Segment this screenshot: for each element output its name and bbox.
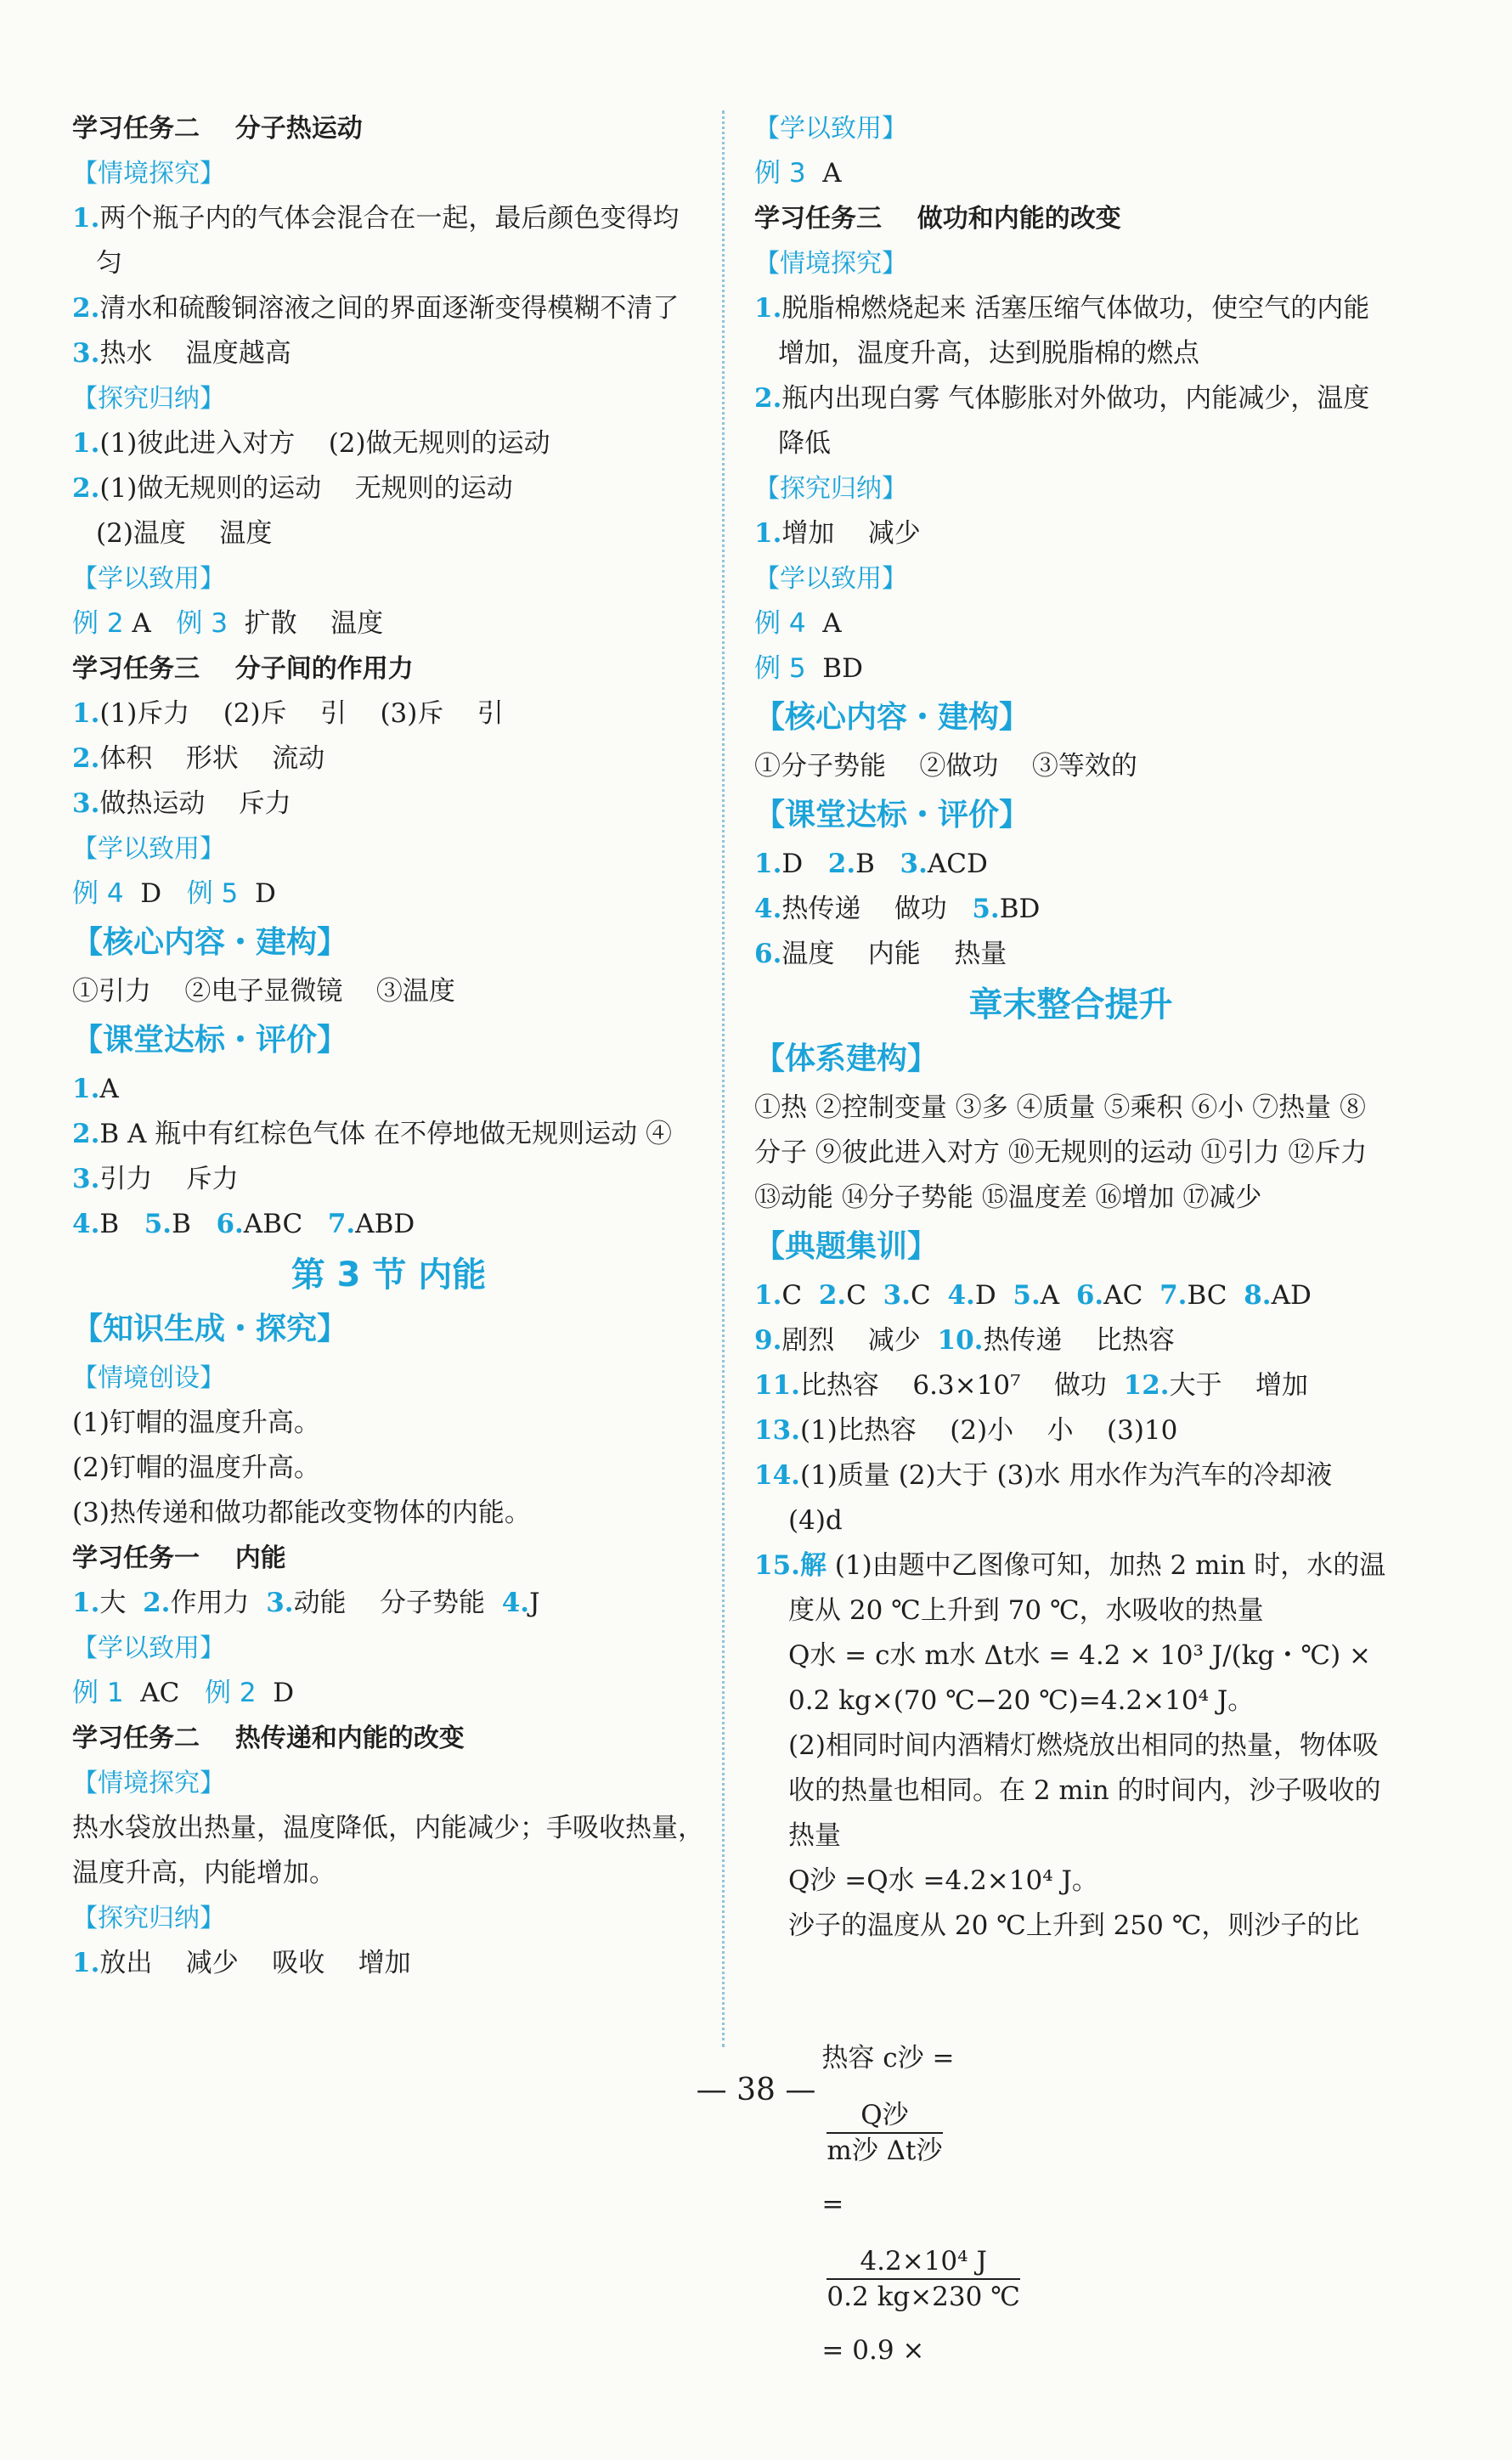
section-tag: 【探究归纳】 [72,1904,225,1933]
solution-formula: 热容 c沙 = $\frac{\text{Q沙}}{\text{m沙 Δt沙}}$ = $\frac{\text{4.2×10⁴ J}}{0.2 kg\times 230 ℃}$ = 0.9 × [821,2043,1020,2366]
answer-item: 3.做热运动 斥力 [72,788,291,819]
section-tag-large: 【核心内容・建构】 [754,700,1030,735]
chapter-title: 章末整合提升 [968,985,1173,1024]
solution-step: (2)相同时间内酒精灯燃烧放出相同的热量，物体吸收的热量也相同。在 2 min 的时间内，沙子吸收的热量 [788,1730,1381,1851]
answer-item: 4.热传递 做功 5.BD [754,894,1041,924]
section-tag-large: 【课堂达标・评价】 [72,1023,348,1058]
solution-intro: 15.解 (1)由题中乙图像可知，加热 2 min 时，水的温度从 20 ℃上升到 70 ℃，水吸收的热量 [754,1550,1386,1626]
answer-item: 1.C 2.C 3.C 4.D 5.A 6.AC 7.BC 8.AD [754,1280,1312,1311]
column-divider [722,110,725,2047]
task-heading: 学习任务二 分子热运动 [72,114,363,144]
answer-item: 热水袋放出热量，温度降低，内能减少；手吸收热量，温度升高，内能增加。 [72,1813,704,1888]
answer-item: (2)温度 温度 [96,518,273,549]
section-tag-large: 【知识生成・探究】 [72,1312,348,1346]
answer-item: 1.(1)斥力 (2)斥 引 (3)斥 引 [72,698,504,729]
section-tag: 【探究归纳】 [754,474,907,504]
section-tag: 【情境探究】 [72,159,225,189]
answer-item: (3)热传递和做功都能改变物体的内能。 [72,1498,531,1528]
answer-item: ①热 ②控制变量 ③多 ④质量 ⑤乘积 ⑥小 ⑦热量 ⑧分子 ⑨彼此进入对方 ⑩无规则的运动 ⑪引力 ⑫斥力 ⑬动能 ⑭分子势能 ⑮温度差 ⑯增加 ⑰减少 [754,1092,1368,1213]
answer-item: 1.(1)彼此进入对方 (2)做无规则的运动 [72,428,550,459]
answer-item: 6.温度 内能 热量 [754,939,1007,969]
section-tag: 【学以致用】 [72,1633,225,1663]
answer-item: 2.(1)做无规则的运动 无规则的运动 [72,473,513,504]
solution-formula: Q沙 =Q水 =4.2×10⁴ J。 [788,1865,1098,1896]
example-answers: 例 3 A [754,158,842,189]
section-tag: 【情境探究】 [754,249,907,279]
section-tag-large: 【体系建构】 [754,1041,939,1076]
answer-item: (1)钉帽的温度升高。 [72,1408,320,1438]
example-answers: 例 4 D 例 5 D [72,878,276,909]
example-answers: 例 2 A 例 3 扩散 温度 [72,608,384,639]
answer-item: 1.放出 减少 吸收 增加 [72,1948,411,1978]
answer-item: 1.D 2.B 3.ACD [754,849,988,879]
section-title: 第 3 节 内能 [291,1255,487,1295]
task-heading: 学习任务三 做功和内能的改变 [754,204,1121,234]
answer-item: (2)钉帽的温度升高。 [72,1453,320,1483]
solution-formula: Q水 = c水 m水 Δt水 = 4.2 × 10³ J/(kg・℃) × 0.2 kg×(70 ℃−20 ℃)=4.2×10⁴ J。 [788,1640,1371,1716]
example-answers: 例 4 A [754,608,842,639]
answer-item: 1.大 2.作用力 3.动能 分子势能 4.J [72,1588,540,1618]
section-tag: 【情境探究】 [72,1769,225,1798]
section-tag-large: 【核心内容・建构】 [72,925,348,960]
answer-item: 1.A [72,1074,119,1104]
fraction: $\frac{\text{Q沙}}{\text{m沙 Δt沙}}$ [827,2099,943,2166]
section-tag: 【学以致用】 [754,114,907,144]
task-heading: 学习任务三 分子间的作用力 [72,654,414,684]
answer-item: 1.增加 减少 [754,518,921,549]
answer-item: 11.比热容 6.3×10⁷ 做功 12.大于 增加 [754,1370,1308,1401]
answer-item: 14.(1)质量 (2)大于 (3)水 用水作为汽车的冷却液 (4)d [754,1460,1333,1536]
answer-item: 3.引力 斥力 [72,1164,239,1194]
section-tag: 【学以致用】 [72,564,225,594]
page-number: — 38 — [696,2073,816,2107]
task-heading: 学习任务一 内能 [72,1543,286,1573]
section-tag-large: 【典题集训】 [754,1229,939,1264]
left-column [72,106,705,1986]
example-answers: 例 1 AC 例 2 D [72,1678,295,1708]
section-tag-large: 【课堂达标・评价】 [754,798,1030,832]
answer-item: 2.B A 瓶中有红棕色气体 在不停地做无规则运动 ④ [72,1119,672,1149]
solution-step: 沙子的温度从 20 ℃上升到 250 ℃，则沙子的比 [788,1910,1360,1941]
answer-item: 2.瓶内出现白雾 气体膨胀对外做功，内能减少，温度降低 [754,383,1370,459]
section-tag: 【情境创设】 [72,1363,225,1393]
example-answers: 例 5 BD [754,653,863,684]
answer-item: ①引力 ②电子显微镜 ③温度 [72,976,455,1007]
answer-item: 9.剧烈 减少 10.热传递 比热容 [754,1325,1175,1356]
answer-item: 13.(1)比热容 (2)小 小 (3)10 [754,1415,1178,1446]
answer-item: 1.脱脂棉燃烧起来 活塞压缩气体做功，使空气的内能增加，温度升高，达到脱脂棉的燃点 [754,293,1370,369]
answer-item: ①分子势能 ②做功 ③等效的 [754,751,1137,781]
answer-item: 2.清水和硫酸铜溶液之间的界面逐渐变得模糊不清了 [72,293,680,324]
fraction: $\frac{\text{4.2×10⁴ J}}{0.2 kg\times 230 ℃}$ [827,2245,1020,2312]
task-heading: 学习任务二 热传递和内能的改变 [72,1724,465,1753]
answer-item: 1.两个瓶子内的气体会混合在一起，最后颜色变得均匀 [72,203,680,279]
section-tag: 【学以致用】 [72,834,225,864]
section-tag: 【探究归纳】 [72,384,225,414]
answer-item: 4.B 5.B 6.ABC 7.ABD [72,1209,415,1239]
section-tag: 【学以致用】 [754,564,907,594]
answer-item: 3.热水 温度越高 [72,338,291,369]
answer-item: 2.体积 形状 流动 [72,743,325,774]
